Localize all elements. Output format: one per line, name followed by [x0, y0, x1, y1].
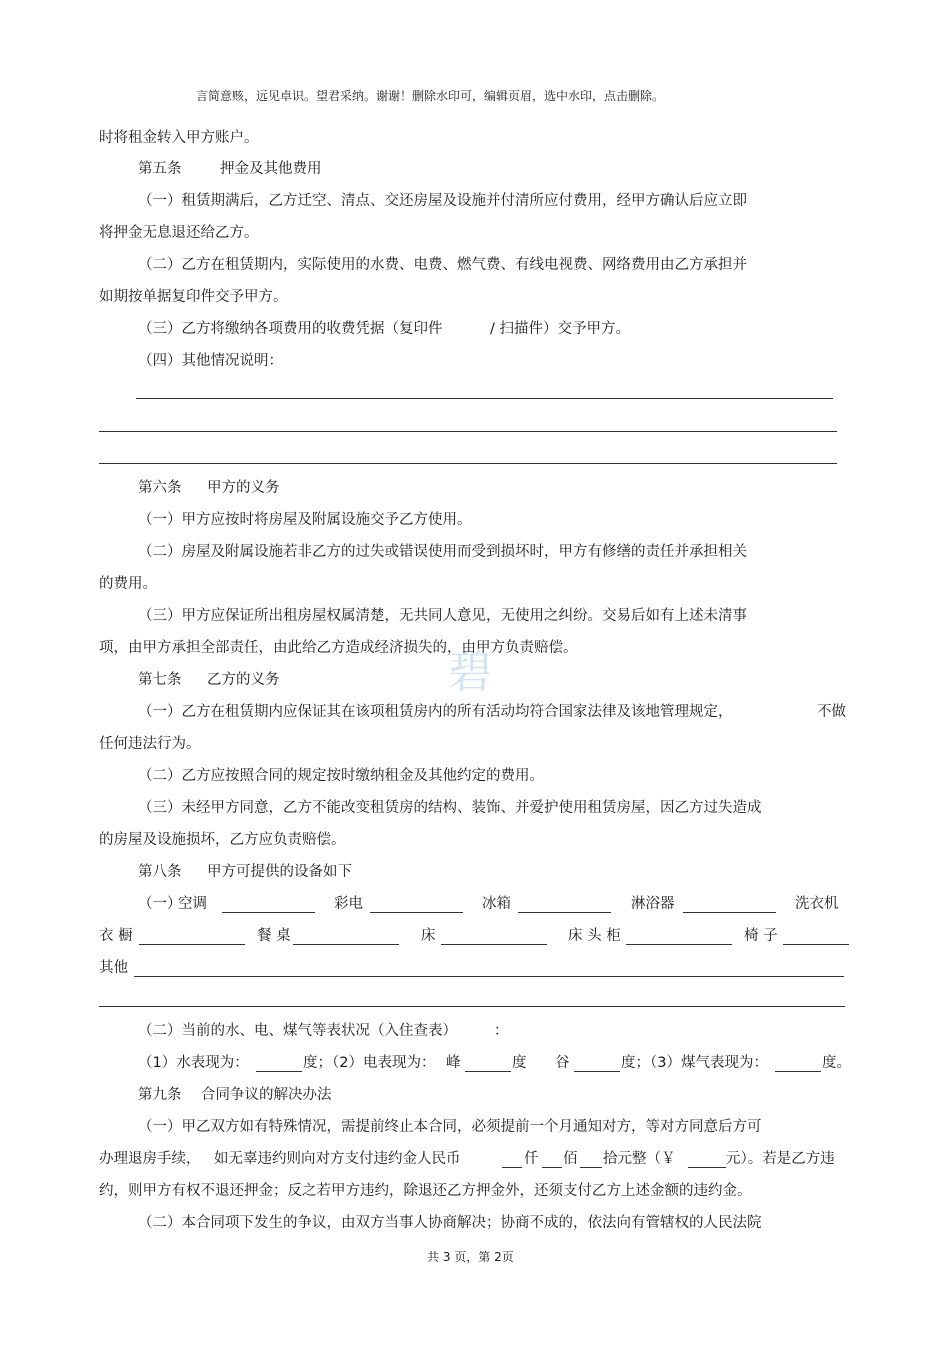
equipment-wardrobe-label: 衣 橱 — [99, 928, 133, 944]
para-line: 的房屋及设施损坏，乙方应负责赔偿。 — [99, 832, 346, 848]
para-line: / 扫描件）交予甲方。 — [490, 321, 630, 337]
para-line: 不做 — [817, 704, 846, 720]
equipment-washer-label: 洗衣机 — [795, 896, 839, 912]
para-line: （三）未经甲方同意，乙方不能改变租赁房的结构、装饰、并爱护使用租赁房屋，因乙方过失造成 — [138, 800, 762, 816]
equipment-chair-blank — [783, 944, 849, 945]
article-5-number: 第五条 — [138, 161, 182, 177]
meter-gas-blank — [775, 1071, 821, 1072]
watermark: 碧 — [448, 647, 492, 698]
equipment-fridge-label: 冰箱 — [482, 896, 511, 912]
para-line: 任何违法行为。 — [99, 736, 201, 752]
meter-gas-label: 度；（3）煤气表现为： — [621, 1055, 768, 1071]
blank-line — [99, 431, 837, 432]
page-footer: 共 3 页，第 2页 — [427, 1250, 514, 1264]
para-line: 元）。若是乙方违 — [726, 1151, 835, 1167]
equipment-table-blank — [293, 944, 399, 945]
para-line: （一）甲乙双方如有特殊情况，需提前终止本合同，必须提前一个月通知对方，等对方同意后方可 — [138, 1119, 762, 1135]
equipment-table-label: 餐 桌 — [257, 928, 291, 944]
equipment-aircon-blank — [222, 912, 315, 913]
para-line: 时将租金转入甲方账户。 — [99, 130, 259, 146]
para-line: （一）甲方应按时将房屋及附属设施交予乙方使用。 — [138, 512, 472, 528]
meter-colon: ： — [494, 1023, 509, 1039]
meter-peak-unit: 度 — [512, 1055, 527, 1071]
meter-peak-label: 峰 — [446, 1055, 461, 1071]
amount-thousand-unit: 仟 — [524, 1151, 539, 1167]
meter-peak-blank — [465, 1071, 511, 1072]
equipment-aircon-label: 空调 — [178, 896, 207, 912]
article-5-title: 押金及其他费用 — [220, 161, 322, 177]
article-9-number: 第九条 — [138, 1087, 182, 1103]
header-note: 言简意赅，远见卓识。望君采纳。谢谢！删除水印可，编辑页眉，选中水印，点击删除。 — [196, 89, 665, 103]
article-6-number: 第六条 — [138, 480, 182, 496]
para-line: 如期按单据复印件交予甲方。 — [99, 289, 288, 305]
amount-ten-blank — [580, 1167, 602, 1168]
para-line: （一）租赁期满后，乙方迁空、清点、交还房屋及设施并付清所应付费用，经甲方确认后应立即 — [138, 193, 747, 209]
meter-water-label: （1）水表现为： — [138, 1055, 249, 1071]
equipment-bed-blank — [441, 944, 547, 945]
amount-hundred-blank — [542, 1167, 562, 1168]
equipment-heater-label: 淋浴器 — [631, 896, 675, 912]
equipment-tv-label: 彩电 — [334, 896, 363, 912]
para-line: （三）乙方将缴纳各项费用的收费凭据（复印件 — [138, 321, 443, 337]
para-line: 将押金无息退还给乙方。 — [99, 225, 259, 241]
meter-valley-label: 谷 — [555, 1055, 570, 1071]
para-line: （二）乙方在租赁期内，实际使用的水费、电费、燃气费、有线电视费、网络费用由乙方承担并 — [138, 257, 747, 273]
blank-line — [99, 463, 837, 464]
para-line: （三）甲方应保证所出租房屋权属清楚，无共同人意见，无使用之纠纷。交易后如有上述未清事 — [138, 608, 747, 624]
article-7-number: 第七条 — [138, 672, 182, 688]
blank-line — [99, 1006, 845, 1007]
meter-electric-label: 度；（2）电表现为： — [303, 1055, 436, 1071]
amount-hundred-unit: 佰 — [563, 1151, 578, 1167]
equipment-chair-label: 椅 子 — [744, 928, 778, 944]
amount-ten-unit: 拾元整（￥ — [603, 1151, 676, 1167]
para-line: （四）其他情况说明： — [138, 353, 283, 369]
equipment-prefix: （一） — [138, 896, 182, 912]
para-line: 项，由甲方承担全部责任，由此给乙方造成经济损失的，由甲方负责赔偿。 — [99, 640, 578, 656]
para-line: （二）乙方应按照合同的规定按时缴纳租金及其他约定的费用。 — [138, 768, 544, 784]
meter-water-blank — [256, 1071, 302, 1072]
meter-title: （二）当前的水、电、煤气等表状况（入住查表） — [138, 1023, 457, 1039]
para-line: （二）本合同项下发生的争议，由双方当事人协商解决；协商不成的，依法向有管辖权的人民法院 — [138, 1215, 762, 1231]
article-8-number: 第八条 — [138, 864, 182, 880]
para-line: 如无辜违约则向对方支付违约金人民币 — [214, 1151, 461, 1167]
para-line: （二）房屋及附属设施若非乙方的过失或错误使用而受到损坏时，甲方有修缮的责任并承担相关 — [138, 544, 747, 560]
equipment-bedside-label: 床 头 柜 — [568, 928, 621, 944]
meter-gas-unit: 度。 — [822, 1055, 851, 1071]
equipment-wardrobe-blank — [139, 944, 245, 945]
equipment-bedside-blank — [626, 944, 732, 945]
para-line: 的费用。 — [99, 576, 157, 592]
para-line: 办理退房手续， — [99, 1151, 201, 1167]
equipment-tv-blank — [370, 912, 463, 913]
article-9-title: 合同争议的解决办法 — [201, 1087, 332, 1103]
equipment-fridge-blank — [518, 912, 611, 913]
amount-thousand-blank — [502, 1167, 522, 1168]
para-line: （一）乙方在租赁期内应保证其在该项租赁房内的所有活动均符合国家法律及该地管理规定， — [138, 704, 733, 720]
equipment-heater-blank — [683, 912, 776, 913]
article-6-title: 甲方的义务 — [207, 480, 280, 496]
article-7-title: 乙方的义务 — [207, 672, 280, 688]
equipment-other-blank — [134, 976, 844, 977]
blank-line — [136, 398, 833, 399]
equipment-other-label: 其他 — [99, 960, 128, 976]
amount-total-blank — [688, 1167, 726, 1168]
para-line: 约，则甲方有权不退还押金；反之若甲方违约，除退还乙方押金外，还须支付乙方上述金额的违约金。 — [99, 1183, 752, 1199]
meter-valley-blank — [574, 1071, 620, 1072]
article-8-title: 甲方可提供的设备如下 — [207, 864, 352, 880]
equipment-bed-label: 床 — [421, 928, 436, 944]
